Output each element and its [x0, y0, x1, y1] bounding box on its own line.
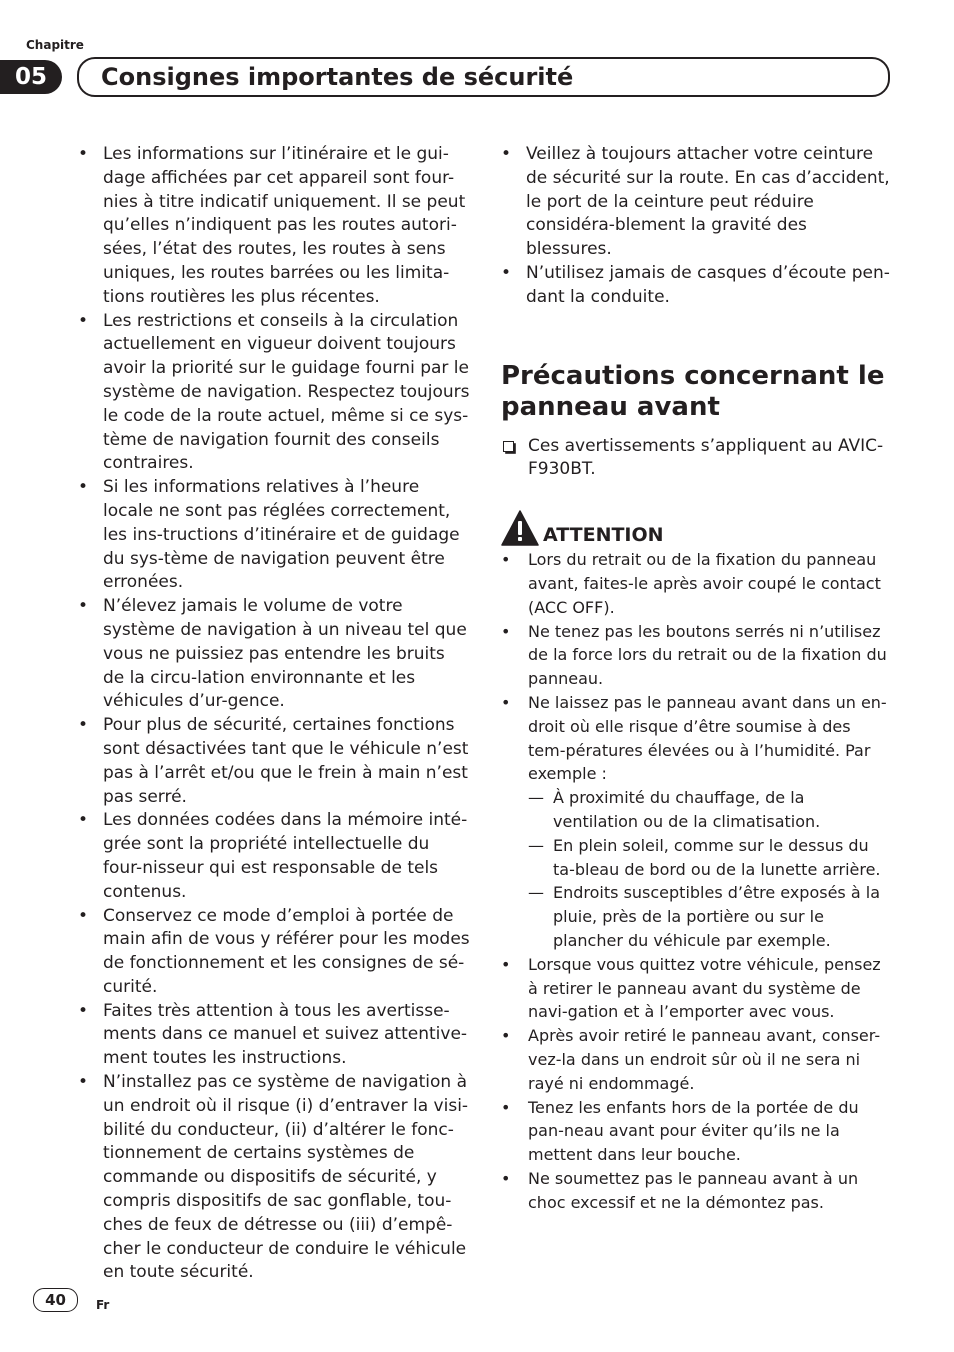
list-item: • N’installez pas ce système de navigation à un endroit où il risque (i) d’entraver la visi-bilité du conducteur, (ii) d’altérer le fonc-tionnement de certains systèmes de commande ou dispositifs de sécurité, y compris dispositifs de sac gonflable, tou-ches de feux de détresse ou (iii) d’empê-cher le conducteur de conduire le véhicule en toute sécurité. — [78, 1071, 470, 1285]
attention-list — [501, 548, 893, 1214]
note — [501, 435, 893, 483]
list-item: • Faites très attention à tous les avertisse-ments dans ce manuel et suivez attentive-ment toutes les instructions. — [78, 1000, 470, 1071]
chapter-title-frame — [77, 57, 890, 97]
list-item: • Après avoir retiré le panneau avant, conser-vez-la dans un endroit sûr où il ne sera ni rayé ni endommagé. — [501, 1024, 893, 1095]
list-item: • Lorsque vous quittez votre véhicule, pensez à retirer le panneau avant du système de navi-gation et à l’emporter avec vous. — [501, 953, 893, 1024]
attention-label: ATTENTION — [543, 524, 664, 547]
section-title: Précautions concernant le panneau avant — [501, 360, 885, 422]
list-item: • Pour plus de sécurité, certaines fonctions sont désactivées tant que le véhicule n’est pas à l’arrêt et/ou que le frein à main n’est pas serré. — [78, 714, 470, 809]
checkbox-note-icon — [503, 441, 514, 452]
list-item: • Lors du retrait ou de la fixation du panneau avant, faites-le après avoir coupé le contact (ACC OFF). — [501, 548, 893, 619]
language-code: Fr — [96, 1298, 110, 1312]
list-item: • Ne tenez pas les boutons serrés ni n’utilisez de la force lors du retrait ou de la fixation du panneau. — [501, 620, 893, 691]
list-item: • Veillez à toujours attacher votre ceinture de sécurité sur la route. En cas d’accident, le port de la ceinture peut réduire considéra-blement la gravité des blessures. — [501, 143, 893, 262]
list-item — [501, 691, 893, 953]
list-item: • Tenez les enfants hors de la portée de du pan-neau avant pour éviter qu’ils ne la mettent dans leur bouche. — [501, 1096, 893, 1167]
example-item: — En plein soleil, comme sur le dessus du ta-bleau de bord ou de la lunette arrière. — [528, 834, 893, 882]
safety-list — [78, 143, 470, 1285]
examples-list — [528, 786, 893, 953]
list-item: • Les restrictions et conseils à la circulation actuellement en vigueur doivent toujours avoir la priorité sur le guidage fourni par le système de navigation. Respectez toujours le code de la route actuel, même si ce sys-tème de navigation fournit des conseils contraires. — [78, 310, 470, 477]
page-number: 40 — [33, 1288, 78, 1312]
right-column — [501, 143, 893, 1214]
list-item: • Si les informations relatives à l’heure locale ne sont pas réglées correctement, les ins-tructions d’itinéraire et de guidage du sys-tème de navigation peuvent être erronées. — [78, 476, 470, 595]
list-item: • N’utilisez jamais de casques d’écoute pen-dant la conduite. — [501, 262, 893, 310]
attention-header — [501, 508, 893, 546]
example-item: — Endroits susceptibles d’être exposés à la pluie, près de la portière ou sur le plancher du véhicule par exemple. — [528, 881, 893, 952]
chapter-title: Consignes importantes de sécurité — [101, 63, 574, 91]
list-item: • Conservez ce mode d’emploi à portée de main afin de vous y référer pour les modes de fonctionnement et les consignes de sé-curité. — [78, 905, 470, 1000]
example-item: — À proximité du chauffage, de la ventilation ou de la climatisation. — [528, 786, 893, 834]
list-item: • Les données codées dans la mémoire inté-grée sont la propriété intellectuelle du four-nisseur qui est responsable de tels contenus. — [78, 809, 470, 904]
list-item: • N’élevez jamais le volume de votre système de navigation à un niveau tel que vous ne puissiez pas entendre les bruits de la circu-lation environnante et les véhicules d’ur-gence. — [78, 595, 470, 714]
chapter-number: 05 — [0, 60, 62, 94]
left-column — [78, 143, 470, 1285]
note-text: Ces avertissements s’appliquent au AVIC-F930BT. — [528, 435, 884, 480]
list-item-text: Ne laissez pas le panneau avant dans un en-droit où elle risque d’être soumise à des tem-pératures élevées ou à l’humidité. Par exemple : — [528, 692, 887, 784]
list-item: • Ne soumettez pas le panneau avant à un choc excessif et ne la démontez pas. — [501, 1167, 893, 1215]
warning-triangle-icon — [501, 510, 539, 546]
chapter-label: Chapitre — [26, 38, 84, 52]
list-item: • Les informations sur l’itinéraire et le gui-dage affichées par cet appareil sont four-nies à titre indicatif uniquement. Il se peut qu’elles n’indiquent pas les routes autori-sées, l’état des routes, les routes à sens uniques, les routes barrées ou les limita-tions routières les plus récentes. — [78, 143, 470, 310]
safety-list-continued — [501, 143, 893, 310]
